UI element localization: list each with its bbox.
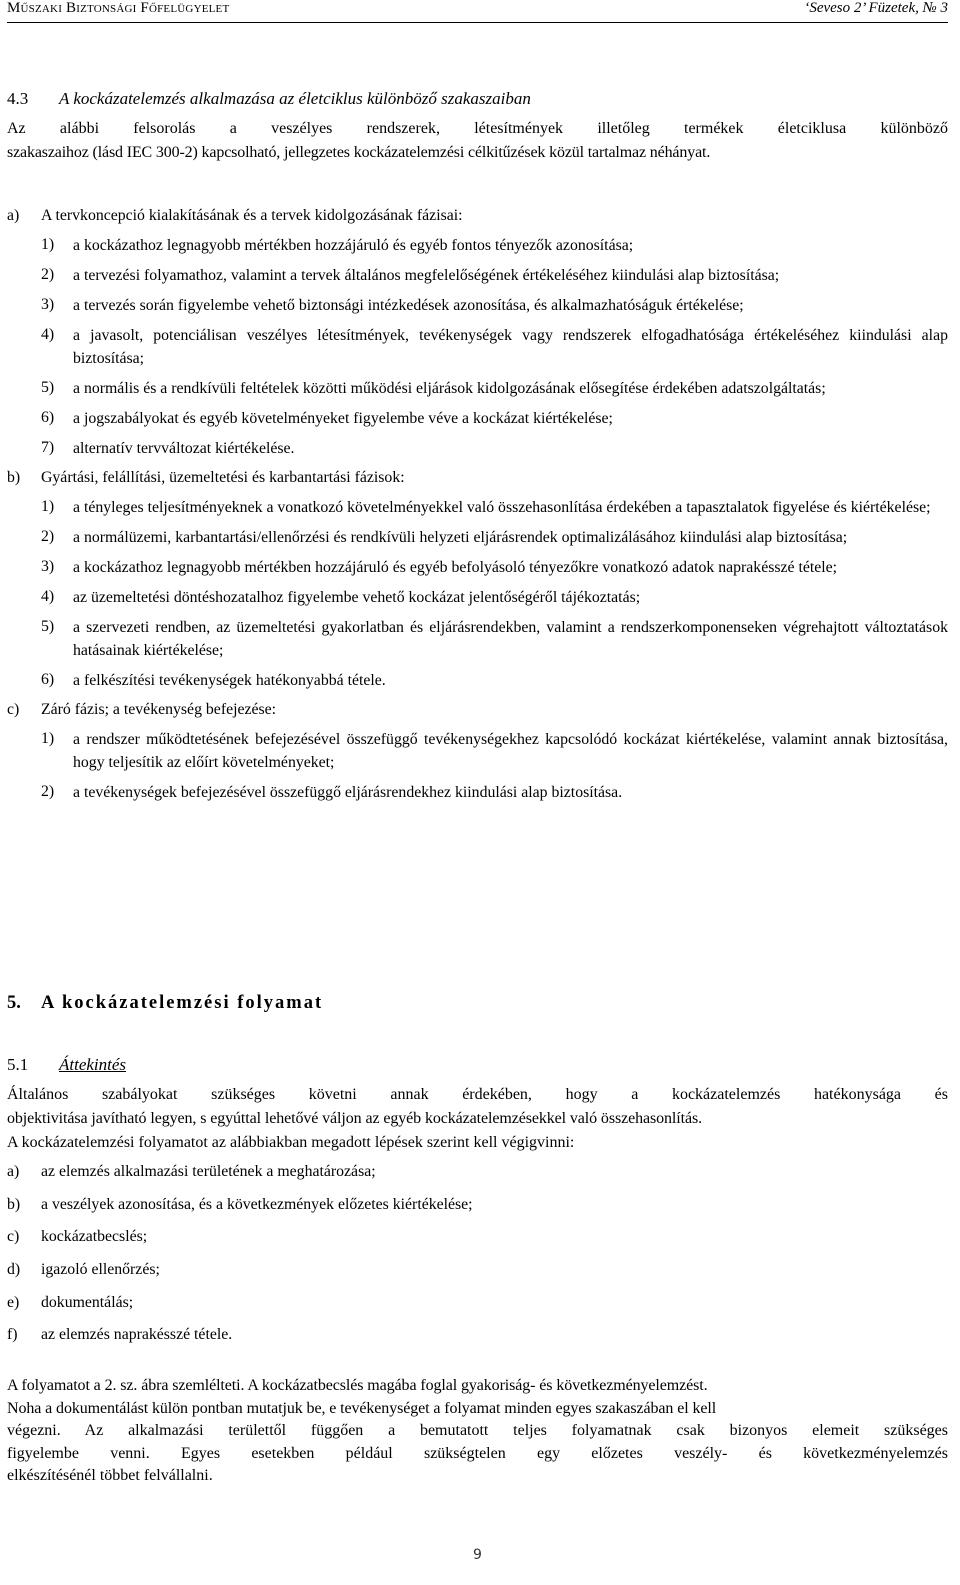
list-item — [41, 407, 948, 430]
step-label: f) — [7, 1326, 18, 1344]
item-label: 7) — [41, 439, 55, 456]
process-steps-list — [7, 1161, 948, 1357]
running-header — [7, 0, 948, 23]
paragraph-line: elkészítésénél többet felvállalni. — [7, 1467, 213, 1484]
document-page — [7, 0, 948, 1585]
item-label: 5) — [41, 379, 55, 396]
list-item — [41, 526, 948, 549]
phase-title: A tervkoncepció kialakításának és a tervek kidolgozásának fázisai: — [41, 207, 463, 224]
item-label: 4) — [41, 588, 55, 605]
list-item — [41, 496, 948, 519]
section-title: A kockázatelemzés alkalmazása az életciklus különböző szakaszaiban — [59, 89, 531, 108]
step-text: kockázatbecslés; — [41, 1228, 148, 1246]
item-text: a kockázathoz legnagyobb mértékben hozzájáruló és egyéb fontos tényezők azonosítása; — [73, 237, 634, 254]
list-item — [41, 294, 948, 317]
paragraph-line: végezni. Az alkalmazási területtől függően a bemutatott teljes folyamatnak csak bizonyos elemeit szükséges — [7, 1422, 948, 1439]
item-text: a jogszabályokat és egyéb követelményeket figyelembe véve a kockázat kiértékelése; — [73, 410, 613, 427]
phase-title: Gyártási, felállítási, üzemeltetési és karbantartási fázisok: — [41, 469, 405, 486]
item-label: 1) — [41, 498, 55, 515]
lifecycle-phases-list — [7, 205, 948, 811]
step-label: d) — [7, 1261, 21, 1279]
item-label: 2) — [41, 266, 55, 283]
phase-label: c) — [7, 701, 20, 718]
item-label: 2) — [41, 783, 55, 800]
item-text: a normális és a rendkívüli feltételek közötti működési eljárások kidolgozásának elősegítése érdekében adatszolgáltatás; — [73, 380, 826, 397]
paragraph-line: figyelembe venni. Egyes esetekben például szükségtelen egy előzetes veszély- és következményelemzés — [7, 1444, 948, 1462]
step-text: az elemzés naprakésszé tétele. — [41, 1326, 233, 1344]
section-title: Áttekintés — [59, 1055, 127, 1074]
step-text: igazoló ellenőrzés; — [41, 1261, 160, 1279]
list-item — [41, 324, 948, 370]
paragraph-line: objektivitása javítható legyen, s egyúttal lehetővé váljon az egyéb kockázatelemzésekkel való összehasonlítás. — [7, 1110, 702, 1127]
item-text: a tevékenységek befejezésével összefüggő eljárásrendekhez kiindulási alap biztosítása. — [73, 784, 623, 801]
item-label: 1) — [41, 730, 55, 747]
section-5-1-heading — [7, 1055, 126, 1075]
list-item — [41, 781, 948, 804]
section-number: 4.3 — [7, 89, 29, 108]
item-label: 1) — [41, 236, 55, 253]
list-item — [7, 1194, 948, 1227]
section-title: A kockázatelemzési folyamat — [41, 993, 324, 1013]
item-text: a tervezési folyamathoz, valamint a tervek általános megfelelőségének értékeléséhez kiindulási alap biztosítása; — [73, 267, 780, 284]
list-item — [41, 377, 948, 400]
step-label: b) — [7, 1195, 21, 1213]
item-text: a normálüzemi, karbantartási/ellenőrzési és rendkívüli helyzeti eljárásrendek optimalizálásához kiindulási alap biztosítása; — [73, 529, 848, 546]
section-number: 5.1 — [7, 1055, 29, 1074]
item-text: a tervezés során figyelembe vehető biztonsági intézkedések azonosítása, és alkalmazhatóságuk értékelése; — [73, 297, 744, 314]
list-item — [41, 264, 948, 287]
item-label: 6) — [41, 409, 55, 426]
item-text: a szervezeti rendben, az üzemeltetési gyakorlatban és eljárásrendekben, valamint a rendszerkomponenseken végrehajtott változtatások hatásainak kiértékelése; — [73, 619, 948, 659]
phase-label: a) — [7, 207, 20, 224]
item-label: 3) — [41, 558, 55, 575]
item-text: alternatív tervváltozat kiértékelése. — [73, 440, 295, 457]
item-label: 2) — [41, 528, 55, 545]
item-label: 5) — [41, 618, 55, 635]
item-text: a felkészítési tevékenységek hatékonyabbá tétele. — [73, 672, 386, 689]
list-item — [41, 437, 948, 460]
list-item — [7, 1324, 948, 1357]
phase-title: Záró fázis; a tevékenység befejezése: — [41, 701, 277, 718]
list-item — [7, 1226, 948, 1259]
item-text: a javasolt, potenciálisan veszélyes létesítmények, tevékenységek vagy rendszerek elfogadhatósága értékeléséhez kiindulási alap biztosítása; — [73, 327, 948, 367]
step-text: a veszélyek azonosítása, és a következmények előzetes kiértékelése; — [41, 1195, 473, 1213]
list-item — [41, 616, 948, 662]
step-label: e) — [7, 1293, 20, 1311]
step-label: c) — [7, 1228, 20, 1246]
item-text: a kockázathoz legnagyobb mértékben hozzájáruló és egyéb befolyásoló tényezőkre vonatkozó adatok naprakésszé tétele; — [73, 559, 838, 576]
item-label: 4) — [41, 326, 55, 343]
list-item — [41, 669, 948, 692]
list-item — [7, 1292, 948, 1325]
header-organization: Műszaki Biztonsági Főfelügyelet — [7, 0, 230, 16]
list-item — [41, 586, 948, 609]
step-label: a) — [7, 1163, 20, 1180]
section-4-3-intro — [7, 117, 948, 165]
section-4-3-heading — [7, 89, 531, 109]
section-5-1-intro — [7, 1083, 948, 1155]
item-label: 6) — [41, 671, 55, 688]
paragraph-line: Általános szabályokat szükséges követni annak érdekében, hogy a kockázatelemzés hatékonysága és — [7, 1086, 948, 1103]
page-number: 9 — [473, 1547, 482, 1563]
phase-c — [7, 699, 948, 811]
list-item — [7, 1161, 948, 1194]
item-text: a tényleges teljesítményeknek a vonatkozó követelményekkel való összehasonlítása érdekében a tapasztalatok figyelése és kiértékelése; — [73, 499, 931, 516]
phase-b — [7, 467, 948, 699]
list-item — [41, 728, 948, 774]
list-item — [41, 556, 948, 579]
phase-label: b) — [7, 469, 21, 486]
intro-line: Az alábbi felsorolás a veszélyes rendszerek, létesítmények illetőleg termékek életciklusa különböző — [7, 120, 948, 137]
phase-a — [7, 205, 948, 467]
list-item — [7, 1259, 948, 1292]
paragraph-line: A kockázatelemzési folyamatot az alábbiakban megadott lépések szerint kell végigvinni: — [7, 1134, 575, 1151]
intro-line: szakaszaihoz (lásd IEC 300-2) kapcsolható, jellegzetes kockázatelemzési célkitűzések közül tartalmaz néhányat. — [7, 144, 711, 161]
paragraph-line: A folyamatot a 2. sz. ábra szemlélteti. A kockázatbecslés magába foglal gyakoriság- és következményelemzést. — [7, 1377, 708, 1394]
section-5-heading — [7, 993, 323, 1014]
item-text: az üzemeltetési döntéshozatalhoz figyelembe vehető kockázat jelentőségéről tájékoztatás; — [73, 589, 641, 606]
item-label: 3) — [41, 296, 55, 313]
section-5-1-closing — [7, 1375, 948, 1488]
list-item — [41, 234, 948, 257]
paragraph-line: Noha a dokumentálást külön pontban mutatjuk be, e tevékenységet a folyamat minden egyes szakaszában el kell — [7, 1399, 717, 1417]
section-number: 5. — [7, 993, 21, 1013]
header-series-title: ‘Seveso 2’ Füzetek, № 3 — [804, 0, 948, 16]
step-text: dokumentálás; — [41, 1293, 134, 1311]
item-text: a rendszer működtetésének befejezésével összefüggő tevékenységekhez kapcsolódó kockázat kiértékelése, valamint annak biztosítása, hogy teljesítik az előírt követelményeket; — [73, 731, 948, 771]
step-text: az elemzés alkalmazási területének a meghatározása; — [41, 1163, 376, 1180]
